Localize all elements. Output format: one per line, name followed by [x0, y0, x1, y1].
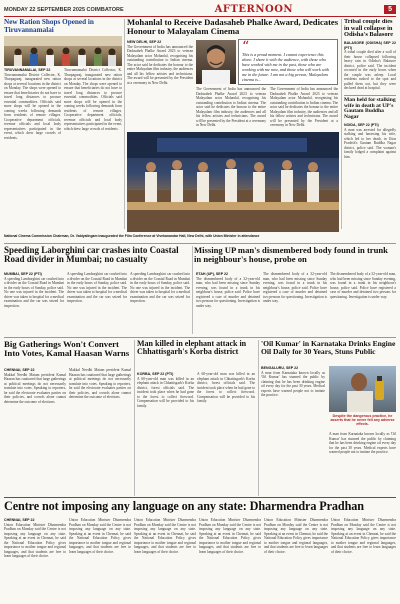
quote-mark-icon: “: [242, 39, 250, 55]
ration-shop-photo-art: [4, 36, 122, 66]
dateline: KORBA, SEP 22 (PTI): [137, 372, 174, 376]
issue-date: MONDAY 22 SEPTEMBER 2025 COIMBATORE: [4, 6, 124, 13]
headline: Missing UP man's dismembered body found in trunk in neighbour's house, probe on: [194, 245, 388, 265]
column-divider: [258, 340, 259, 496]
article-kamal-haasan: [4, 340, 130, 358]
headline: Tribal couple dies in wall collapse in Odisha's Balasore: [344, 19, 394, 39]
quote-text: This is a proud moment. I cannot experience this alone. I share it with the audience, with those who have worked with me in the past, those who are working with me now, and those who will work with me in the future. I am not a big person; Malayalam cinema is...: [242, 52, 329, 82]
headline: Man killed in elephant attack in Chhattisgarh's Korba district: [137, 339, 247, 357]
dada-col-1: [127, 40, 193, 118]
dada-col-3: The Government of India has announced the Dadasaheb Phalke Award 2023 to veteran Malayalam actor Mohanlal, recognising his outstanding contribution to Indian cinema. The actor said he dedicates the honour to the entire Malayalam film industry, the audiences and all his fellow artistes and technicians. The award will be presented by the President at a ceremony in New Delhi.: [270, 87, 338, 127]
oil-kumar-photo: [329, 366, 396, 412]
article-car-crash: [4, 246, 190, 265]
body-text: A 60-year-old man was killed in an elephant attack in Chhattisgarh's Korba district, forest officials said. The incident took place when he had gone to the forest to collect firewood. Compensation will be provided to his family.: [137, 376, 194, 408]
article-missing-man: [194, 246, 396, 264]
dateline: NEW DELHI, SEP 22: [127, 40, 162, 44]
body-text: The Government of India has announced the Dadasaheb Phalke Award 2023 to veteran Malayalam actor Mohanlal, recognising his outstanding contribution to Indian cinema. The actor said he dedicates the honour to the entire Malayalam film industry, the audiences and all his fellow artistes and technicians. The award will be presented by the President at a ceremony in New Delhi.: [127, 44, 193, 85]
kamal-col-2: Makkal Needhi Maiam president Kamal Haasan has cautioned that large gatherings at political meetings do not necessarily translate into votes. Speaking to reporters, he said the electorate evaluates parties on their policies, and crowds alone cannot determine the outcome of elections.: [69, 368, 131, 399]
oil-col-1: [261, 366, 325, 494]
dateline: BENGALURU, SEP 22: [261, 366, 299, 370]
ceremony-photo: [127, 132, 339, 232]
body-text: A man from Karnataka known locally as 'Oil Kumar' has stunned the public by claiming that he has been drinking engine oil every day for the past 30 years. Medical experts have warned people not to imitate the practice.: [261, 370, 325, 397]
ration-shop-photo: [4, 36, 122, 66]
ration-col-1: [4, 68, 61, 140]
article-elephant-attack: [137, 340, 255, 357]
article-tribal: [344, 19, 396, 229]
missing-col-1: [196, 272, 260, 334]
dateline: BALASORE (ODISHA) SEP 22 (PTI): [344, 41, 396, 50]
body-text: Union Education Minister Dharmendra Pradhan on Monday said the Centre is not imposing any language on any state. Speaking at an event in Chennai, he said the National Education Policy gives importance to mother tongue and regional languages, and that students are free to learn languages of their choice.: [4, 522, 66, 558]
ration-col-2: Tiruvannamalai District Collector, K. Tharpagaraj, inaugurated new ration shops at several locations in the district on Monday. The shops were opened to ensure that beneficiaries do not have to travel long distances to procure essential commodities. Officials said more shops will be opened in the coming weeks following demands from residents of remote villages. Cooperative department officials, revenue officials and local body representatives participated in the event, which drew large crowds of residents.: [64, 68, 122, 131]
dada-col-2: The Government of India has announced the Dadasaheb Phalke Award 2023 to veteran Malayalam actor Mohanlal, recognising his outstanding contribution to Indian cinema. The actor said he dedicates the honour to the entire Malayalam film industry, the audiences and all his fellow artistes and technicians. The award will be presented by the President at a ceremony in New Delhi.: [196, 87, 266, 127]
column-divider: [192, 246, 193, 334]
portrait-art: [196, 40, 236, 84]
headline-noida: Man held for stalking wife in death at UP's Gautam Buddha Nagar: [344, 96, 396, 121]
missing-col-2: The dismembered body of a 32-year-old man, who had been missing since Sunday evening, was found in a trunk in his neighbour's house, police said. Police have registered a case of murder and detained two persons for questioning. Investigation is under way.: [263, 272, 327, 303]
elephant-col-2: A 60-year-old man was killed in an elephant attack in Chhattisgarh's Korba district, forest officials said. The incident took place when he had gone to the forest to collect firewood. Compensation will be provided to his family.: [197, 372, 255, 403]
ceremony-photo-art: [127, 132, 339, 232]
headline: Speeding Laborghini car crashes into Coastal Road divider in Mumbai; no casualty: [4, 245, 179, 265]
kamal-col-1: [4, 368, 66, 494]
section-divider: [4, 497, 396, 498]
headline: Big Gatherings Won't Convert Into Votes, Kamal Haasan Warns: [4, 339, 130, 359]
dateline: ETAH (UP), SEP 22: [196, 272, 229, 276]
body-text: A speeding Lamborghini car crashed into a divider on the Coastal Road in Mumbai in the early hours of Sunday, police said. No one was injured in the incident. The driver was taken to hospital for a medical examination and the car was seized for inspection.: [4, 276, 64, 308]
pradhan-col-3: Union Education Minister Dharmendra Pradhan on Monday said the Centre is not imposing any language on any state. Speaking at an event in Chennai, he said the National Education Policy gives importance to mother tongue and regional languages, and that students are free to learn languages of their choice.: [134, 518, 196, 554]
section-divider: [4, 243, 396, 244]
oil-col-2: A man from Karnataka known locally as 'Oil Kumar' has stunned the public by claiming that he has been drinking engine oil every day for the past 30 years. Medical experts have warned people not to imitate the practice.: [329, 432, 396, 454]
body-text: Tiruvannamalai District Collector, K. Tharpagaraj, inaugurated new ration shops at several locations in the district on Monday. The shops were opened to ensure that beneficiaries do not have to travel long distances to procure essential commodities. Officials said more shops will be opened in the coming weeks following demands from residents of remote villages. Cooperative department officials, revenue officials and local body representatives participated in the event, which drew large crowds of residents.: [4, 72, 61, 140]
column-divider: [134, 340, 135, 496]
car-col-3: A speeding Lamborghini car crashed into a divider on the Coastal Road in Mumbai in the early hours of Sunday, police said. No one was injured in the incident. The driver was taken to hospital for a medical examination and the car was seized for inspection.: [130, 272, 190, 303]
body-text: The dismembered body of a 32-year-old man, who had been missing since Sunday evening, was found in a trunk in his neighbour's house, police said. Police have registered a case of murder and detained two persons for questioning. Investigation is under way.: [196, 276, 260, 308]
headline: Mohanlal to Receive Dadasaheb Phalke Award, Dedicates Honour to Malayalam Cinema: [127, 17, 339, 37]
ceremony-caption: National Cinema Commission Chairman, Dr. Vaidyalingam inaugurated the Film Conference at Vivekanandar Hall, New Delhi, with Union Minister in attendance: [4, 234, 260, 238]
headline: Centre not imposing any language on any state: Dharmendra Pradhan: [4, 499, 364, 513]
mohanlal-photo: [196, 40, 236, 84]
pradhan-col-4: Union Education Minister Dharmendra Pradhan on Monday said the Centre is not imposing any language on any state. Speaking at an event in Chennai, he said the National Education Policy gives importance to mother tongue and regional languages, and that students are free to learn languages of their choice.: [199, 518, 261, 554]
article-dadasaheb: [127, 18, 339, 36]
article-pradhan: [4, 500, 396, 513]
article-ration-shops: [4, 19, 122, 140]
car-col-1: [4, 272, 64, 334]
oil-kumar-photo-art: [329, 366, 396, 412]
masthead: [4, 3, 396, 17]
dateline: TIRUVANNAMALAI, SEP 22: [4, 68, 51, 73]
car-col-2: A speeding Lamborghini car crashed into a divider on the Coastal Road in Mumbai in the early hours of Sunday, police said. No one was injured in the incident. The driver was taken to hospital for a medical examination and the car was seized for inspection.: [67, 272, 127, 303]
page-number: 5: [384, 5, 396, 14]
dateline: NOIDA, SEP 22 (PTI): [344, 123, 379, 128]
oil-kumar-subhead: Despite the dangerous practice, he asserts that he never felt any adverse effects.: [330, 414, 395, 426]
elephant-col-1: [137, 372, 194, 494]
pradhan-col-5: Union Education Minister Dharmendra Pradhan on Monday said the Centre is not imposing any language on any state. Speaking at an event in Chennai, he said the National Education Policy gives importance to mother tongue and regional languages, and that students are free to learn languages of their choice.: [264, 518, 328, 554]
pradhan-col-1: [4, 518, 66, 600]
column-divider: [341, 19, 342, 229]
body-text: A man was arrested for allegedly stalking and harassing his wife, which led to her death, in Uttar Pradesh's Gautam Buddha Nagar district, police said. The woman's family lodged a complaint against him.: [344, 127, 396, 159]
paper-title: AFTERNOON: [214, 4, 294, 15]
headline: New Ration Shops Opened in Tiruvannamalai: [4, 18, 94, 34]
article-oil-kumar: [261, 340, 396, 356]
column-divider: [124, 19, 125, 229]
dateline: CHENNAI, SEP 22: [4, 368, 35, 372]
headline: 'Oil Kumar' in Karnataka Drinks Engine Oil Daily for 30 Years, Stuns Public: [261, 339, 396, 356]
dateline: MUMBAI, SEP 22 (PTI): [4, 272, 42, 276]
pradhan-col-6: Union Education Minister Dharmendra Pradhan on Monday said the Centre is not imposing any language on any state. Speaking at an event in Chennai, he said the National Education Policy gives importance to mother tongue and regional languages, and that students are free to learn languages of their choice.: [331, 518, 396, 554]
section-divider: [4, 337, 396, 338]
body-text: A tribal couple died after a wall of their house collapsed following heavy rain in Odisha's Balasore district, police said. The incident occurred in the early hours when the couple was asleep. Local residents rushed to the spot and pulled them out, but they were declared dead at hospital.: [344, 50, 396, 91]
dateline: CHENNAI, SEP 22: [4, 518, 35, 522]
pull-quote: [238, 39, 338, 85]
missing-col-3: The dismembered body of a 32-year-old man, who had been missing since Sunday evening, was found in a trunk in his neighbour's house, police said. Police have registered a case of murder and detained two persons for questioning. Investigation is under way.: [330, 272, 396, 299]
pradhan-col-2: Union Education Minister Dharmendra Pradhan on Monday said the Centre is not imposing any language on any state. Speaking at an event in Chennai, he said the National Education Policy gives importance to mother tongue and regional languages, and that students are free to learn languages of their choice.: [69, 518, 131, 554]
body-text: Makkal Needhi Maiam president Kamal Haasan has cautioned that large gatherings at political meetings do not necessarily translate into votes. Speaking to reporters, he said the electorate evaluates parties on their policies, and crowds alone cannot determine the outcome of elections.: [4, 372, 66, 404]
